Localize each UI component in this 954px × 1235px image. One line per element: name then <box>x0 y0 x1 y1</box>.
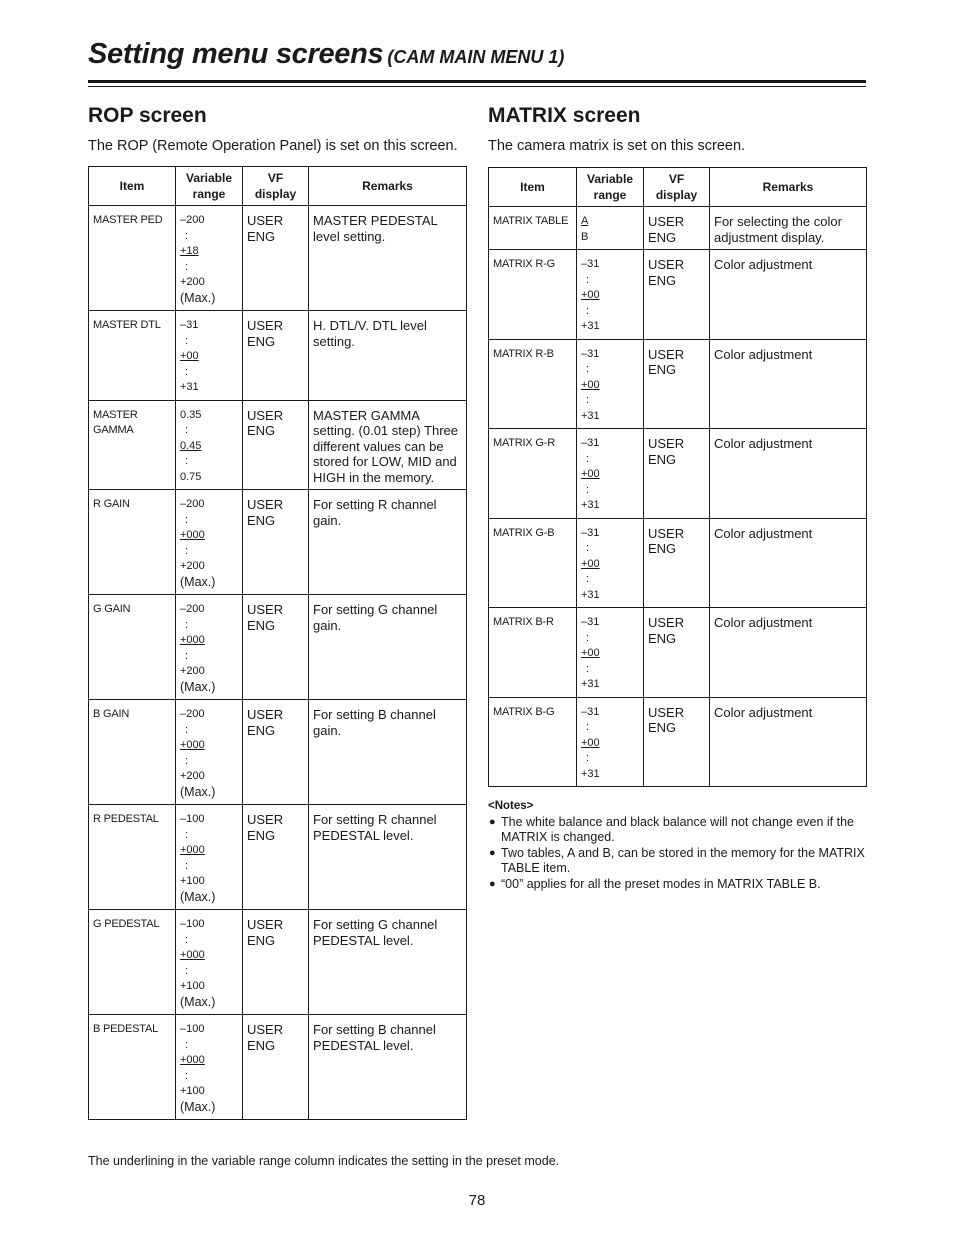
notes-list <box>488 815 866 893</box>
vf-user: USER <box>247 497 284 512</box>
vf-cell <box>243 490 309 595</box>
vf-cell <box>243 700 309 805</box>
range-min: –200 <box>180 708 205 720</box>
rop-col-remarks: Remarks <box>309 167 467 206</box>
range-max: +31 <box>581 409 600 422</box>
range-min: –100 <box>180 1023 205 1035</box>
vf-eng: ENG <box>247 827 276 843</box>
range-preset: +00 <box>581 468 600 480</box>
range-min: –31 <box>581 616 600 628</box>
range-max-note: (Max.) <box>180 1099 216 1114</box>
item-cell: MATRIX R-B <box>489 339 577 429</box>
table-row <box>89 805 467 910</box>
matrix-table <box>488 167 867 787</box>
range-cell <box>176 805 243 910</box>
rop-section <box>88 104 466 1120</box>
range-cell <box>577 697 644 787</box>
vf-cell <box>644 339 710 429</box>
remarks-cell: Color adjustment <box>710 608 867 698</box>
range-preset: +000 <box>180 529 205 541</box>
rop-col-range: Variable range <box>176 167 243 206</box>
range-sep: : <box>185 229 189 242</box>
range-sep: : <box>185 424 189 436</box>
remarks-cell: For setting G channel PEDESTAL level. <box>309 910 467 1015</box>
range-cell <box>176 910 243 1015</box>
range-sep: : <box>185 828 189 841</box>
vf-eng: ENG <box>648 630 677 646</box>
vf-cell <box>243 805 309 910</box>
range-cell <box>577 339 644 429</box>
range-min: –31 <box>581 705 600 718</box>
range-sep: : <box>586 394 590 406</box>
range-sep: : <box>185 618 189 631</box>
vf-cell <box>243 595 309 700</box>
item-cell: G PEDESTAL <box>89 910 176 1015</box>
note-text: Two tables, A and B, can be stored in the memory for the MATRIX TABLE item. <box>501 845 865 875</box>
range-min: –200 <box>180 603 205 615</box>
range-max: +200 <box>180 276 205 288</box>
matrix-col-remarks: Remarks <box>710 168 867 207</box>
table-row <box>489 518 867 608</box>
range-max-note: (Max.) <box>180 784 216 799</box>
range-max: +200 <box>180 560 205 572</box>
range-max: +200 <box>180 770 205 782</box>
vf-user: USER <box>247 917 284 932</box>
vf-user: USER <box>247 602 284 617</box>
range-min: –100 <box>180 813 205 825</box>
rop-intro: The ROP (Remote Operation Panel) is set on this screen. <box>88 138 458 154</box>
rop-table <box>88 166 467 1120</box>
range-sep: : <box>586 573 590 585</box>
vf-eng: ENG <box>247 423 276 438</box>
vf-cell <box>644 207 710 250</box>
range-max: +31 <box>581 767 600 780</box>
vf-cell <box>243 311 309 401</box>
matrix-intro: The camera matrix is set on this screen. <box>488 138 746 154</box>
item-cell: MASTER PED <box>89 206 176 311</box>
range-cell <box>577 207 644 250</box>
range-sep: : <box>185 334 189 347</box>
vf-eng: ENG <box>648 720 677 735</box>
range-min: –100 <box>180 918 205 930</box>
range-preset: A <box>581 215 589 227</box>
matrix-notes <box>488 799 866 892</box>
range-max: +200 <box>180 665 205 677</box>
list-item <box>488 877 866 893</box>
vf-user: USER <box>247 407 284 423</box>
vf-eng: ENG <box>648 272 677 288</box>
range-sep: : <box>586 363 590 375</box>
item-cell: MASTER GAMMA <box>89 400 176 490</box>
item-cell: MATRIX G-B <box>489 518 577 608</box>
range-sep: : <box>185 1038 189 1051</box>
vf-eng: ENG <box>648 541 677 556</box>
range-cell <box>577 608 644 698</box>
table-row <box>489 207 867 250</box>
vf-user: USER <box>648 346 685 362</box>
vf-user: USER <box>648 214 685 229</box>
remarks-cell: For selecting the color adjustment display. <box>710 207 867 250</box>
range-preset: +000 <box>180 844 205 856</box>
title-rule <box>88 80 866 83</box>
vf-eng: ENG <box>648 451 677 467</box>
table-row <box>489 429 867 519</box>
range-max: +100 <box>180 980 205 992</box>
range-max-note: (Max.) <box>180 679 216 694</box>
vf-user: USER <box>648 615 685 630</box>
range-sep: : <box>185 455 189 467</box>
range-max-note: (Max.) <box>180 889 216 904</box>
matrix-col-range: Variable range <box>577 168 644 207</box>
item-cell: B PEDESTAL <box>89 1015 176 1120</box>
range-sep: : <box>185 513 189 526</box>
table-row <box>89 400 467 490</box>
remarks-cell: For setting B channel PEDESTAL level. <box>309 1015 467 1120</box>
remarks-cell: Color adjustment <box>710 250 867 340</box>
matrix-section <box>488 104 866 892</box>
range-cell <box>176 311 243 401</box>
remarks-cell: MASTER PEDESTAL level setting. <box>309 206 467 311</box>
range-preset: +00 <box>581 289 600 301</box>
vf-eng: ENG <box>247 932 276 948</box>
page-number: 78 <box>468 1192 486 1209</box>
item-cell: MATRIX R-G <box>489 250 577 340</box>
vf-eng: ENG <box>247 1037 276 1053</box>
note-text: The white balance and black balance will not change even if the MATRIX is changed. <box>501 814 855 844</box>
range-cell <box>577 518 644 608</box>
range-option: B <box>581 230 589 243</box>
range-sep: : <box>586 721 590 733</box>
range-preset: +00 <box>581 647 600 659</box>
range-max: +31 <box>581 499 600 511</box>
range-min: –31 <box>581 526 600 539</box>
range-sep: : <box>185 754 189 767</box>
remarks-cell: For setting B channel gain. <box>309 700 467 805</box>
vf-cell <box>243 206 309 311</box>
range-cell <box>577 250 644 340</box>
matrix-col-vf: VF display <box>644 168 710 207</box>
title-rule-thin <box>88 86 866 87</box>
vf-user: USER <box>247 1022 284 1037</box>
range-max: +31 <box>581 588 600 601</box>
range-max-note: (Max.) <box>180 574 216 589</box>
table-row <box>89 311 467 401</box>
range-min: 0.35 <box>180 408 202 421</box>
footnote: The underlining in the variable range column indicates the setting in the preset mode. <box>88 1154 560 1168</box>
remarks-cell: For setting G channel gain. <box>309 595 467 700</box>
range-sep: : <box>586 452 590 465</box>
range-cell <box>176 490 243 595</box>
range-max: 0.75 <box>180 470 202 483</box>
vf-cell <box>644 518 710 608</box>
vf-cell <box>644 697 710 787</box>
page-title-main: Setting menu screens <box>88 38 384 70</box>
range-sep: : <box>586 542 590 554</box>
vf-user: USER <box>648 436 685 451</box>
vf-cell <box>243 1015 309 1120</box>
vf-eng: ENG <box>247 722 276 738</box>
vf-eng: ENG <box>247 617 276 633</box>
table-row <box>489 339 867 429</box>
remarks-cell: For setting R channel PEDESTAL level. <box>309 805 467 910</box>
item-cell: MATRIX TABLE <box>489 207 577 250</box>
vf-cell <box>243 910 309 1015</box>
item-cell: MATRIX G-R <box>489 429 577 519</box>
vf-cell <box>644 429 710 519</box>
range-min: –31 <box>581 258 600 270</box>
table-row <box>489 250 867 340</box>
rop-header-row <box>89 167 467 206</box>
item-cell: B GAIN <box>89 700 176 805</box>
matrix-header-row <box>489 168 867 207</box>
remarks-cell: H. DTL/V. DTL level setting. <box>309 311 467 401</box>
range-cell <box>176 1015 243 1120</box>
range-preset: +00 <box>581 378 600 391</box>
range-sep: : <box>185 859 189 872</box>
range-cell <box>176 595 243 700</box>
vf-eng: ENG <box>648 229 677 245</box>
range-cell <box>176 700 243 805</box>
range-sep: : <box>586 631 590 644</box>
item-cell: G GAIN <box>89 595 176 700</box>
table-row <box>89 595 467 700</box>
matrix-heading: MATRIX screen <box>488 104 641 127</box>
remarks-cell: Color adjustment <box>710 697 867 787</box>
range-min: –31 <box>581 347 600 360</box>
range-sep: : <box>586 273 590 286</box>
item-cell: MATRIX B-R <box>489 608 577 698</box>
vf-user: USER <box>247 812 284 827</box>
page-title <box>88 34 564 71</box>
vf-user: USER <box>648 257 685 272</box>
range-cell <box>577 429 644 519</box>
vf-cell <box>243 400 309 490</box>
range-sep: : <box>185 723 189 736</box>
item-cell: MATRIX B-G <box>489 697 577 787</box>
list-item <box>488 846 866 877</box>
range-cell <box>176 206 243 311</box>
range-max: +100 <box>180 875 205 887</box>
range-preset: +00 <box>581 736 600 749</box>
range-sep: : <box>586 483 590 496</box>
vf-cell <box>644 608 710 698</box>
range-sep: : <box>185 365 189 378</box>
range-min: –200 <box>180 498 205 510</box>
range-preset: +18 <box>180 245 199 257</box>
table-row <box>89 910 467 1015</box>
table-row <box>89 490 467 595</box>
remarks-cell: Color adjustment <box>710 339 867 429</box>
rop-col-vf: VF display <box>243 167 309 206</box>
bullet-icon: ● <box>489 815 496 828</box>
range-max: +31 <box>180 381 199 393</box>
remarks-cell: MASTER GAMMA setting. (0.01 step) Three different values can be stored for LOW, MID and HIGH in the memory. <box>309 400 467 490</box>
table-row <box>89 1015 467 1120</box>
range-preset: 0.45 <box>180 439 202 452</box>
range-max-note: (Max.) <box>180 994 216 1009</box>
matrix-col-item: Item <box>489 168 577 207</box>
item-cell: MASTER DTL <box>89 311 176 401</box>
range-min: –200 <box>180 214 205 226</box>
range-preset: +000 <box>180 634 205 646</box>
range-sep: : <box>185 933 189 946</box>
range-max: +100 <box>180 1085 205 1097</box>
vf-eng: ENG <box>247 228 276 244</box>
vf-eng: ENG <box>247 512 276 528</box>
vf-user: USER <box>247 707 284 722</box>
range-min: –31 <box>581 437 600 449</box>
range-sep: : <box>185 260 189 273</box>
range-sep: : <box>586 304 590 317</box>
rop-col-item: Item <box>89 167 176 206</box>
range-sep: : <box>185 649 189 662</box>
range-sep: : <box>586 752 590 764</box>
range-sep: : <box>185 1069 189 1082</box>
vf-cell <box>644 250 710 340</box>
range-preset: +00 <box>180 350 199 362</box>
vf-user: USER <box>247 213 284 228</box>
range-sep: : <box>185 964 189 977</box>
range-preset: +000 <box>180 739 205 751</box>
range-cell <box>176 400 243 490</box>
remarks-cell: For setting R channel gain. <box>309 490 467 595</box>
range-preset: +000 <box>180 949 205 961</box>
table-row <box>89 700 467 805</box>
page-title-subtitle: (CAM MAIN MENU 1) <box>387 47 565 67</box>
vf-eng: ENG <box>247 333 276 349</box>
item-cell: R GAIN <box>89 490 176 595</box>
table-row <box>489 697 867 787</box>
table-row <box>489 608 867 698</box>
bullet-icon: ● <box>489 846 496 859</box>
note-text: “00” applies for all the preset modes in MATRIX TABLE B. <box>501 876 821 891</box>
table-row <box>89 206 467 311</box>
remarks-cell: Color adjustment <box>710 429 867 519</box>
list-item <box>488 815 866 846</box>
range-sep: : <box>586 662 590 675</box>
vf-user: USER <box>648 704 685 720</box>
notes-title: <Notes> <box>488 800 534 812</box>
vf-eng: ENG <box>648 362 677 377</box>
range-max: +31 <box>581 320 600 332</box>
vf-user: USER <box>648 525 685 541</box>
range-preset: +00 <box>581 557 600 570</box>
remarks-cell: Color adjustment <box>710 518 867 608</box>
range-preset: +000 <box>180 1054 205 1066</box>
range-sep: : <box>185 544 189 557</box>
bullet-icon: ● <box>489 877 496 890</box>
rop-heading: ROP screen <box>88 104 207 127</box>
item-cell: R PEDESTAL <box>89 805 176 910</box>
vf-user: USER <box>247 318 284 333</box>
range-min: –31 <box>180 319 199 331</box>
range-max-note: (Max.) <box>180 290 216 305</box>
range-max: +31 <box>581 678 600 690</box>
